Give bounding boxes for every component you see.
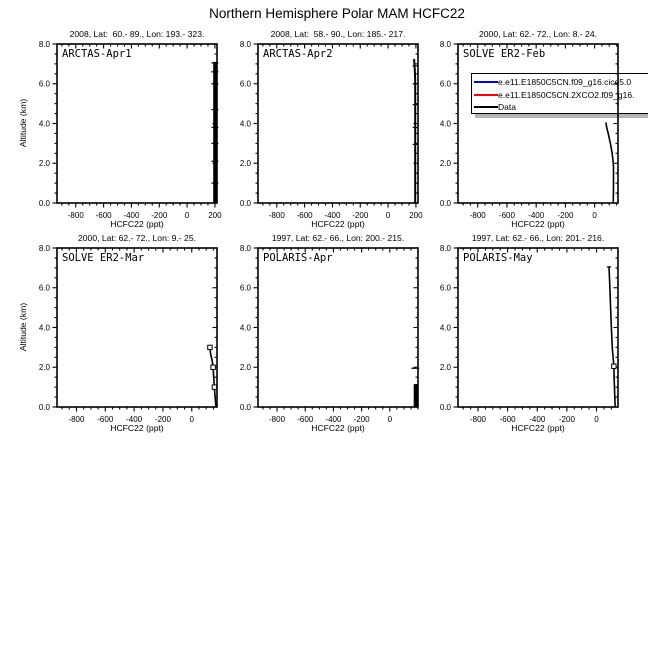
campaign-label-6: POLARIS-May (463, 252, 533, 264)
plot-frame (258, 44, 418, 203)
x-axis-title-1: HCFC22 (ppt) (110, 219, 164, 229)
y-tick-label: 6.0 (239, 283, 251, 293)
campaign-label-2: ARCTAS-Apr2 (263, 48, 333, 60)
data-series-data (609, 267, 615, 407)
x-tick-label: -800 (67, 211, 84, 220)
y-tick-label: 2.0 (38, 159, 50, 169)
y-tick-label: 0.0 (239, 402, 251, 412)
x-tick-label: -200 (353, 415, 370, 424)
subplot-arctas-apr1 (39, 40, 222, 220)
y-tick-label: 6.0 (439, 283, 451, 293)
legend-entry-data (474, 101, 648, 114)
campaign-label-1: ARCTAS-Apr1 (62, 48, 132, 60)
x-tick-label: -600 (95, 211, 112, 220)
x-tick-label: 0 (184, 211, 190, 220)
y-tick-label: 4.0 (38, 119, 50, 129)
y-tick-label: 6.0 (439, 79, 451, 89)
square-marker (612, 364, 616, 368)
x-tick-label: 0 (385, 211, 391, 220)
y-tick-label: 0.0 (38, 198, 50, 208)
plot-frame (57, 44, 217, 203)
x-axis-title-6: HCFC22 (ppt) (511, 423, 565, 433)
square-marker (212, 385, 216, 389)
y-tick-label: 2.0 (439, 363, 451, 373)
x-tick-label: -800 (469, 415, 487, 424)
x-tick-label: 200 (208, 211, 222, 220)
y-tick-label: 8.0 (239, 39, 251, 49)
subplot-header-1: 2008, Lat: 60.- 89., Lon: 193.- 323. (69, 29, 205, 39)
plot-frame (458, 248, 618, 407)
y-tick-label: 8.0 (38, 243, 50, 253)
y-tick-label: 8.0 (439, 243, 451, 253)
legend-label: Data (498, 102, 516, 113)
campaign-label-4: SOLVE ER2-Mar (62, 252, 145, 264)
plot-frame (57, 248, 217, 407)
x-tick-label: -600 (296, 211, 313, 220)
subplot-header-5: 1997, Lat: 62.- 66., Lon: 200.- 215. (271, 233, 405, 243)
x-tick-label: 200 (409, 211, 423, 220)
subplot-arctas-apr2 (240, 40, 423, 220)
y-tick-label: 4.0 (38, 323, 50, 333)
x-tick-label: 0 (592, 211, 597, 220)
y-tick-label: 2.0 (239, 159, 251, 169)
y-tick-label: 8.0 (38, 39, 50, 49)
data-series-data (606, 123, 614, 204)
x-tick-label: 0 (189, 415, 195, 424)
legend-line-sample-blue (474, 81, 498, 83)
y-tick-label: 0.0 (439, 198, 451, 208)
x-tick-label: -400 (325, 415, 342, 424)
square-marker (208, 345, 212, 349)
x-tick-label: -600 (297, 415, 314, 424)
x-axis-title-3: HCFC22 (ppt) (511, 219, 565, 229)
x-tick-label: -800 (68, 415, 85, 424)
x-tick-label: -200 (352, 211, 369, 220)
x-tick-label: 0 (387, 415, 393, 424)
y-tick-label: 4.0 (239, 323, 251, 333)
data-series-data (414, 59, 415, 203)
y-tick-label: 0.0 (239, 198, 251, 208)
y-tick-label: 0.0 (439, 402, 451, 412)
y-tick-label: 2.0 (239, 363, 251, 373)
y-axis-title-bottom: Altitude (km) (18, 302, 28, 352)
subplot-polaris-apr (240, 244, 419, 424)
legend-line-sample-red (474, 94, 498, 96)
legend-line-sample-black (474, 106, 498, 108)
subplot-solve-er2-mar (39, 244, 217, 424)
plot-frame (258, 248, 418, 407)
subplot-header-3: 2000, Lat: 62.- 72., Lon: 8.- 24. (478, 29, 597, 39)
x-tick-label: -400 (324, 211, 341, 220)
legend (471, 73, 648, 114)
y-tick-label: 4.0 (439, 119, 451, 129)
y-axis-title-top: Altitude (km) (18, 98, 28, 148)
x-tick-label: -400 (528, 211, 545, 220)
x-tick-label: -800 (469, 211, 486, 220)
x-tick-label: -800 (269, 415, 286, 424)
y-tick-label: 0.0 (38, 402, 50, 412)
campaign-label-5: POLARIS-Apr (263, 252, 333, 264)
y-tick-label: 6.0 (38, 283, 50, 293)
x-axis-title-5: HCFC22 (ppt) (311, 423, 365, 433)
plot-frame (458, 44, 618, 203)
x-tick-label: 0 (594, 415, 599, 424)
subplot-header-6: 1997, Lat: 62.- 66., Lon: 201.- 216. (471, 233, 605, 243)
legend-entry-model1 (474, 76, 648, 89)
x-tick-label: -400 (529, 415, 546, 424)
y-tick-label: 4.0 (439, 323, 451, 333)
subplot-polaris-may (440, 244, 618, 424)
y-tick-label: 2.0 (439, 159, 451, 169)
legend-label: e.e11.E1850C5CN.f09_g16.cice5.0 (498, 77, 632, 88)
y-tick-label: 8.0 (239, 243, 251, 253)
y-tick-label: 6.0 (38, 79, 50, 89)
subplot-header-2: 2008, Lat: 58.- 90., Lon: 185.- 217. (270, 29, 406, 39)
legend-entry-model2 (474, 89, 648, 102)
y-tick-label: 6.0 (239, 79, 251, 89)
subplot-header-4: 2000, Lat: 62.- 72., Lon: 9.- 25. (77, 233, 196, 243)
x-axis-title-4: HCFC22 (ppt) (110, 423, 164, 433)
square-marker (211, 365, 215, 369)
x-tick-label: -800 (268, 211, 285, 220)
legend-label: e.e11.E1850C5CN.2XCO2.f09_g16. (498, 89, 635, 100)
x-tick-label: -400 (123, 211, 140, 220)
y-tick-label: 2.0 (38, 363, 50, 373)
x-axis-title-2: HCFC22 (ppt) (311, 219, 365, 229)
x-tick-label: -200 (154, 415, 171, 424)
chart-title: Northern Hemisphere Polar MAM HCFC22 (209, 6, 465, 21)
y-tick-label: 8.0 (439, 39, 451, 49)
subplot-solve-er2-feb (440, 40, 618, 220)
x-tick-label: -400 (126, 415, 143, 424)
x-tick-label: -200 (151, 211, 168, 220)
x-tick-label: -600 (499, 415, 516, 424)
x-tick-label: -200 (557, 211, 574, 220)
data-series-data (210, 347, 216, 407)
x-tick-label: -600 (498, 211, 515, 220)
x-tick-label: -200 (558, 415, 575, 424)
campaign-label-3: SOLVE ER2-Feb (463, 48, 546, 60)
x-tick-label: -600 (97, 415, 114, 424)
y-tick-label: 4.0 (239, 119, 251, 129)
